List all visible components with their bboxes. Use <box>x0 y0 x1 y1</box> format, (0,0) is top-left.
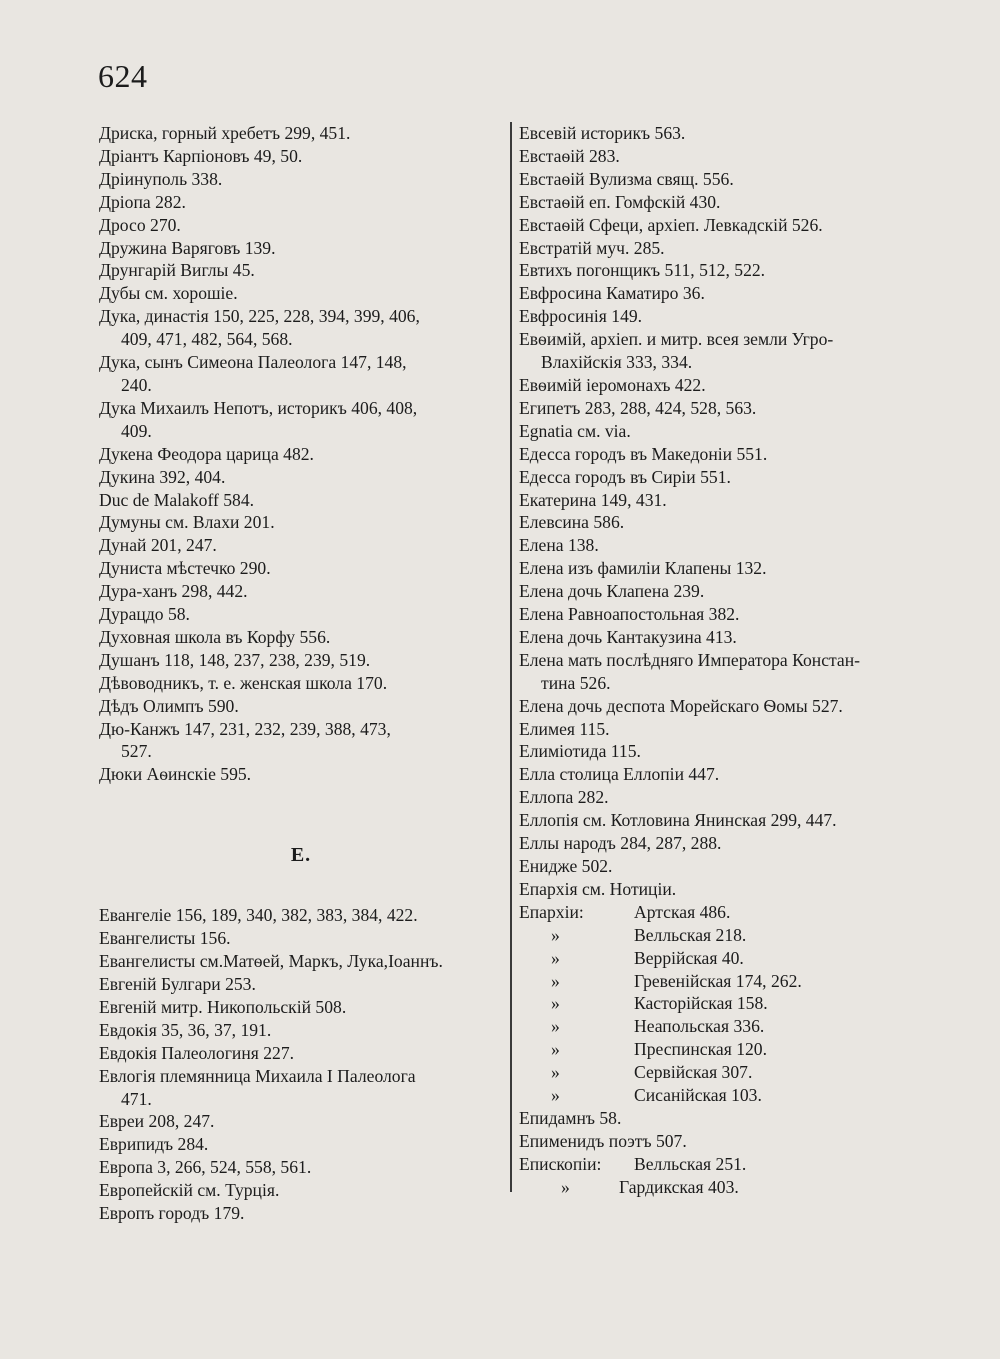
sub-entry <box>519 947 931 970</box>
e-entries-list <box>99 904 503 1225</box>
eparchies-list <box>519 901 931 1107</box>
d-entries-list <box>99 122 503 786</box>
ditto-mark: » <box>561 1176 570 1197</box>
index-entry: Екатерина 149, 431. <box>519 489 667 510</box>
index-entry: Елена Равноапостольная 382. <box>519 604 740 625</box>
index-entry: Евгеній Булгари 253. <box>99 974 256 994</box>
sub-entry <box>519 1038 931 1061</box>
sub-entry-text: Гардикская 403. <box>619 1176 739 1197</box>
index-entry: Европейскій см. Турція. <box>99 1180 280 1201</box>
index-entry: Дунай 201, 247. <box>99 535 217 556</box>
column-divider <box>510 122 512 1192</box>
index-entry-continuation: 409. <box>121 420 152 441</box>
index-entry: Евгеній митр. Никопольскій 508. <box>99 996 347 1017</box>
index-entry-continuation: 240. <box>121 374 152 395</box>
sub-entry-text: Преспинская 120. <box>634 1039 767 1060</box>
index-entry: Дріопа 282. <box>99 191 186 212</box>
index-entry: Елимея 115. <box>519 718 610 739</box>
ditto-mark: » <box>551 993 560 1014</box>
index-entry: Дѣдъ Олимпъ 590. <box>99 695 239 716</box>
index-entry-continuation: 527. <box>121 741 152 762</box>
index-entry: Еллопа 282. <box>519 787 609 808</box>
index-entry: Дю-Канжъ 147, 231, 232, 239, 388, 473, <box>99 718 391 739</box>
sub-entry <box>519 970 931 993</box>
index-entry: Епименидъ поэтъ 507. <box>519 1130 687 1151</box>
index-entry: Евфросинія 149. <box>519 306 643 327</box>
sub-entry <box>519 1153 931 1176</box>
index-entry: Duc de Malakoff 584. <box>99 489 255 510</box>
section-heading: Е. <box>290 844 312 867</box>
index-entry: Евѳимій іеромонахъ 422. <box>519 374 706 395</box>
ditto-mark: » <box>551 947 560 968</box>
sub-entry <box>519 1084 931 1107</box>
index-entry: Дука Михаилъ Непотъ, историкъ 406, 408, <box>99 397 418 418</box>
sub-entry <box>519 901 931 924</box>
index-entry: Дука, династія 150, 225, 228, 394, 399, 406, <box>99 306 420 327</box>
index-entry: Евангеліе 156, 189, 340, 382, 383, 384, 422. <box>99 905 418 926</box>
page-number: 624 <box>98 58 148 94</box>
index-entry: Дріантъ Карпіоновъ 49, 50. <box>99 145 303 166</box>
index-entry: Egnatia см. via. <box>519 420 631 441</box>
right-column <box>519 122 931 1199</box>
index-entry: Елевсина 586. <box>519 512 625 533</box>
ditto-mark: » <box>551 1085 560 1106</box>
ditto-mark: » <box>551 1016 560 1037</box>
sub-entry-text: Велльская 218. <box>634 924 747 945</box>
index-entry: Дурацдо 58. <box>99 604 190 625</box>
index-entry: Духовная школа въ Корфу 556. <box>99 626 331 647</box>
sub-entry-text: Касторійская 158. <box>634 993 768 1014</box>
index-entry: Елена дочь Кантакузина 413. <box>519 626 737 647</box>
ditto-mark: » <box>551 924 560 945</box>
sub-entry <box>519 992 931 1015</box>
index-entry: Еллы народъ 284, 287, 288. <box>519 833 722 854</box>
sub-entry-text: Гревенійская 174, 262. <box>634 970 802 991</box>
index-entry: Еврипидъ 284. <box>99 1134 209 1155</box>
index-entry: Евсевій историкъ 563. <box>519 123 686 143</box>
index-entry: Евстратій муч. 285. <box>519 237 665 258</box>
index-entry: Елена 138. <box>519 535 599 556</box>
section-gap <box>99 786 503 832</box>
index-entry-continuation: Влахійскія 333, 334. <box>541 352 693 373</box>
sub-entry-text: Сервійская 307. <box>634 1062 753 1083</box>
index-entry: Дуниста мѣстечко 290. <box>99 558 271 579</box>
index-entry: Евреи 208, 247. <box>99 1111 215 1132</box>
index-entry: Евфросина Каматиро 36. <box>519 283 705 304</box>
sub-entry-text: Сисанійская 103. <box>634 1085 762 1106</box>
right-entries-list <box>519 122 931 901</box>
index-entry: Елиміотида 115. <box>519 741 641 762</box>
index-entry: Евтихъ погонщикъ 511, 512, 522. <box>519 260 766 281</box>
index-entry: Дура-ханъ 298, 442. <box>99 581 248 602</box>
index-entry: Елена дочь Клапена 239. <box>519 581 705 602</box>
index-entry-continuation: тина 526. <box>541 672 611 693</box>
index-entry: Евдокія 35, 36, 37, 191. <box>99 1019 272 1040</box>
index-entry: Еллопія см. Котловина Янинская 299, 447. <box>519 810 837 831</box>
index-entry: Дружина Варяговъ 139. <box>99 237 276 258</box>
index-entry: Дриска, горный хребетъ 299, 451. <box>99 123 351 143</box>
right-entries-after <box>519 1107 931 1153</box>
index-entry: Дѣвоводникъ, т. е. женская школа 170. <box>99 672 388 693</box>
index-entry: Европъ городъ 179. <box>99 1203 245 1224</box>
ditto-mark: » <box>551 1062 560 1083</box>
index-entry: Дюки Аѳинскіе 595. <box>99 764 252 785</box>
sub-entry-text: Неапольская 336. <box>634 1016 765 1037</box>
index-entry: Дросо 270. <box>99 214 181 235</box>
index-entry: Друнгарій Виглы 45. <box>99 260 255 281</box>
index-entry: Дукина 392, 404. <box>99 466 226 487</box>
index-entry: Едесса городъ въ Сиріи 551. <box>519 466 731 487</box>
index-entry: Епархія см. Нотиціи. <box>519 878 677 899</box>
index-entry: Дубы см. хорошіе. <box>99 283 238 304</box>
index-entry: Едесса городъ въ Македоніи 551. <box>519 443 768 464</box>
index-entry: Евлогія племянница Михаила I Палеолога <box>99 1065 416 1086</box>
index-entry: Египетъ 283, 288, 424, 528, 563. <box>519 397 757 418</box>
index-entry: Евстаѳій Сфеци, архіеп. Левкадскій 526. <box>519 214 823 235</box>
index-entry: Евстаѳій 283. <box>519 145 620 166</box>
index-entry-continuation: 409, 471, 482, 564, 568. <box>121 329 293 350</box>
episcopies-list <box>519 1153 931 1199</box>
index-entry: Дука, сынъ Симеона Палеолога 147, 148, <box>99 352 407 373</box>
ditto-mark: » <box>551 970 560 991</box>
sub-entry <box>519 924 931 947</box>
index-entry: Евстаѳій Вулизма свящ. 556. <box>519 168 734 189</box>
index-entry: Епидамнъ 58. <box>519 1107 622 1128</box>
index-entry: Елена дочь деспота Морейскаго Ѳомы 527. <box>519 695 843 716</box>
sub-entry <box>519 1176 931 1199</box>
sub-entry <box>519 1061 931 1084</box>
index-entry: Дріинуполь 338. <box>99 168 223 189</box>
sub-entry-label: Епархіи: <box>519 901 584 922</box>
index-entry: Душанъ 118, 148, 237, 238, 239, 519. <box>99 649 371 670</box>
index-entry: Евстаѳій еп. Гомфскій 430. <box>519 191 721 212</box>
sub-entry <box>519 1015 931 1038</box>
index-entry: Елена мать послѣдняго Императора Констан- <box>519 649 860 670</box>
sub-entry-label: Епископіи: <box>519 1153 602 1174</box>
index-entry: Елена изъ фамиліи Клапены 132. <box>519 558 767 579</box>
sub-entry-text: Веррійская 40. <box>634 947 744 968</box>
index-entry: Енидже 502. <box>519 856 613 876</box>
index-entry-continuation: 471. <box>121 1088 152 1109</box>
index-entry: Евангелисты см.Матѳей, Маркъ, Лука,Іоаннъ. <box>99 951 443 972</box>
sub-entry-text: Велльская 251. <box>634 1153 747 1174</box>
index-entry: Думуны см. Влахи 201. <box>99 512 275 533</box>
index-entry: Евдокія Палеологиня 227. <box>99 1042 295 1063</box>
left-column <box>99 122 503 1225</box>
ditto-mark: » <box>551 1039 560 1060</box>
index-entry: Евангелисты 156. <box>99 928 231 949</box>
index-entry: Елла столица Еллопіи 447. <box>519 764 720 785</box>
index-entry: Европа 3, 266, 524, 558, 561. <box>99 1157 312 1178</box>
index-entry: Евѳимій, архіеп. и митр. всея земли Угро- <box>519 329 834 350</box>
sub-entry-text: Артская 486. <box>634 901 731 922</box>
index-entry: Дукена Феодора царица 482. <box>99 443 314 464</box>
